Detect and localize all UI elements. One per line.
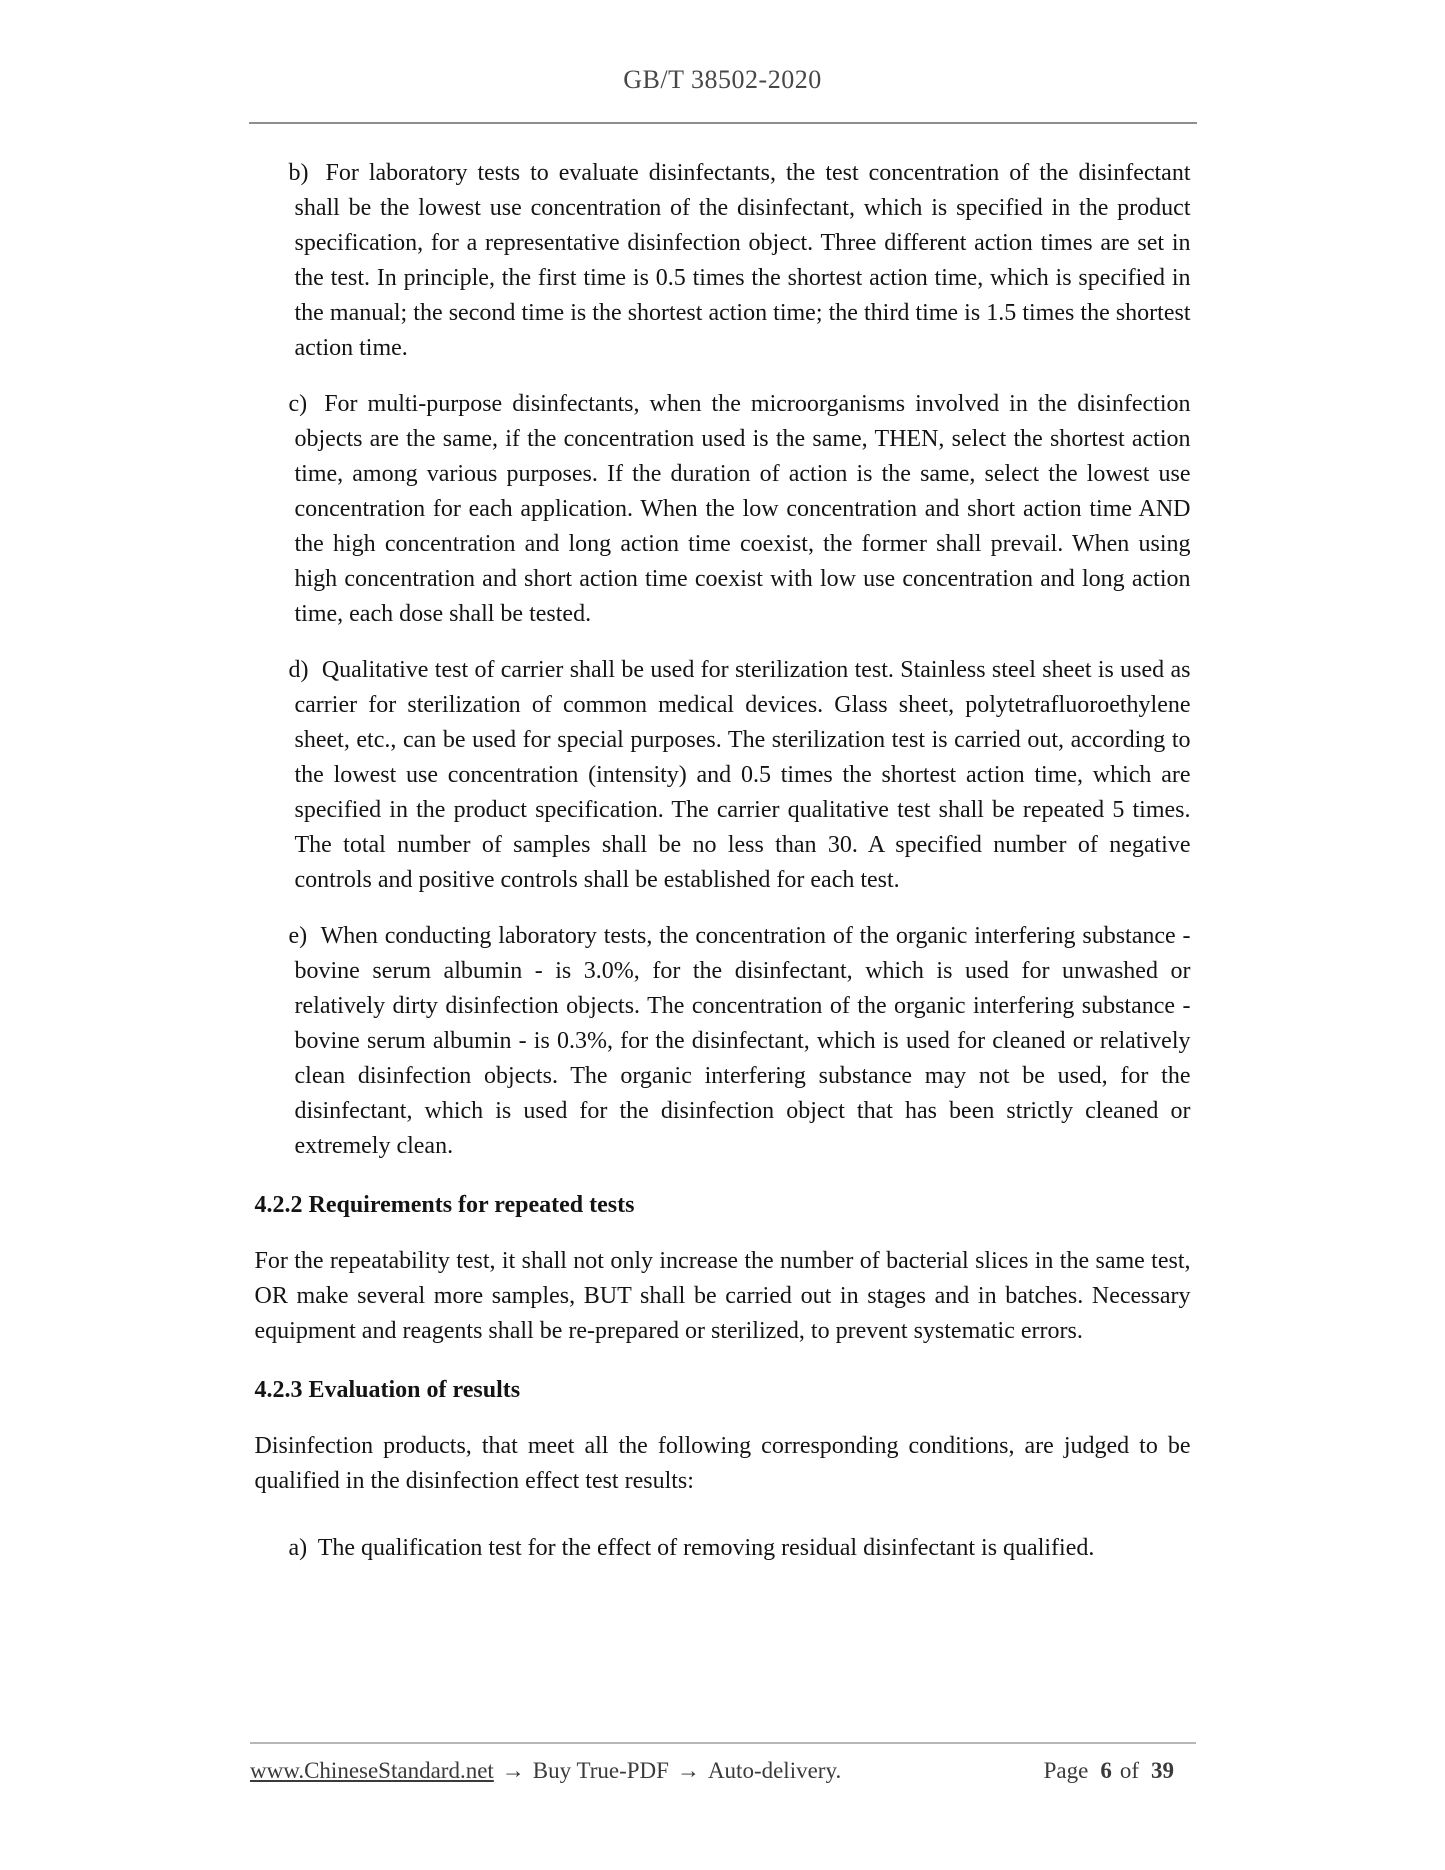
doc-number-title: GB/T 38502-2020 xyxy=(623,65,822,94)
section-paragraph-repeated-tests: For the repeatability test, it shall not only increase the number of bacterial slices in the same test, OR make several more samples, BUT shall be carried out in stages and in batches. Necessary equipment and reagents shall be re-prepared or sterilized, to prevent systematic errors. xyxy=(254,1248,1191,1344)
of-label: of xyxy=(1119,1758,1139,1783)
page-indicator xyxy=(1044,1758,1196,1784)
page-label: Page xyxy=(1043,1758,1089,1783)
list-item-e xyxy=(255,919,1191,1164)
section-heading-4-2-3: 4.2.3 Evaluation of results xyxy=(254,1377,521,1403)
item-text-d: Qualitative test of carrier shall be used for sterilization test. Stainless steel sheet is used as carrier for sterilization of common medical devices. Glass sheet, polytetrafluoroethylene sheet, etc., can be used for special purposes. The sterilization test is carried out, according to the lowest use concentration (intensity) and 0.5 times the shortest action time, which are specified in the product specification. The carrier qualitative test shall be repeated 5 times. The total number of samples shall be no less than 30. A specified number of negative controls and positive controls shall be established for each test. xyxy=(294,657,1191,893)
content-area xyxy=(255,156,1191,1566)
item-text-b: For laboratory tests to evaluate disinfectants, the test concentration of the disinfectant shall be the lowest use concentration of the disinfectant, which is specified in the product specification, for a representative disinfection object. Three different action times are set in the test. In principle, the first time is 0.5 times the shortest action time, which is specified in the manual; the second time is the shortest action time; the third time is 1.5 times the shortest action time. xyxy=(294,160,1191,361)
right-arrow-icon: → xyxy=(501,1758,525,1783)
header-rule xyxy=(249,122,1197,124)
footer-website-link[interactable]: www.ChineseStandard.net xyxy=(250,1758,494,1783)
item-marker-c: c) xyxy=(288,391,308,417)
result-item-a xyxy=(255,1531,1191,1566)
item-marker-d: d) xyxy=(288,657,309,683)
item-marker-b: b) xyxy=(288,160,309,186)
total-pages: 39 xyxy=(1151,1758,1174,1783)
list-item-b xyxy=(255,156,1191,366)
result-item-marker-a: a) xyxy=(288,1535,308,1561)
right-arrow-icon: → xyxy=(676,1758,700,1783)
page-footer xyxy=(250,1742,1196,1784)
page-number: 6 xyxy=(1100,1758,1112,1783)
section-paragraph-evaluation: Disinfection products, that meet all the following corresponding conditions, are judged to be qualified in the disinfection effect test results: xyxy=(254,1433,1191,1494)
section-heading-4-2-2: 4.2.2 Requirements for repeated tests xyxy=(254,1192,635,1218)
item-marker-e: e) xyxy=(288,923,308,949)
list-item-c xyxy=(255,387,1191,632)
item-text-c: For multi-purpose disinfectants, when the microorganisms involved in the disinfection objects are the same, if the concentration used is the same, THEN, select the shortest action time, among various purposes. If the duration of action is the same, select the lowest use concentration for each application. When the low concentration and short action time AND the high concentration and long action time coexist, the former shall prevail. When using high concentration and short action time coexist with low use concentration and long action time, each dose shall be tested. xyxy=(294,391,1191,627)
footer-rule xyxy=(250,1742,1196,1744)
footer-delivery-label: Auto-delivery. xyxy=(707,1758,842,1783)
footer-buy-label: Buy True-PDF xyxy=(532,1758,669,1783)
list-item-d xyxy=(255,653,1191,898)
footer-row xyxy=(250,1758,1196,1784)
page-header xyxy=(0,0,1445,124)
footer-source-line xyxy=(250,1758,841,1784)
result-item-text-a: The qualification test for the effect of removing residual disinfectant is qualified. xyxy=(317,1535,1095,1561)
item-text-e: When conducting laboratory tests, the concentration of the organic interfering substance - bovine serum albumin - is 3.0%, for the disinfectant, which is used for unwashed or relatively dirty disinfection objects. The concentration of the organic interfering substance - bovine serum albumin - is 0.3%, for the disinfectant, which is used for cleaned or relatively clean disinfection objects. The organic interfering substance may not be used, for the disinfectant, which is used for the disinfection object that has been strictly cleaned or extremely clean. xyxy=(294,923,1191,1159)
